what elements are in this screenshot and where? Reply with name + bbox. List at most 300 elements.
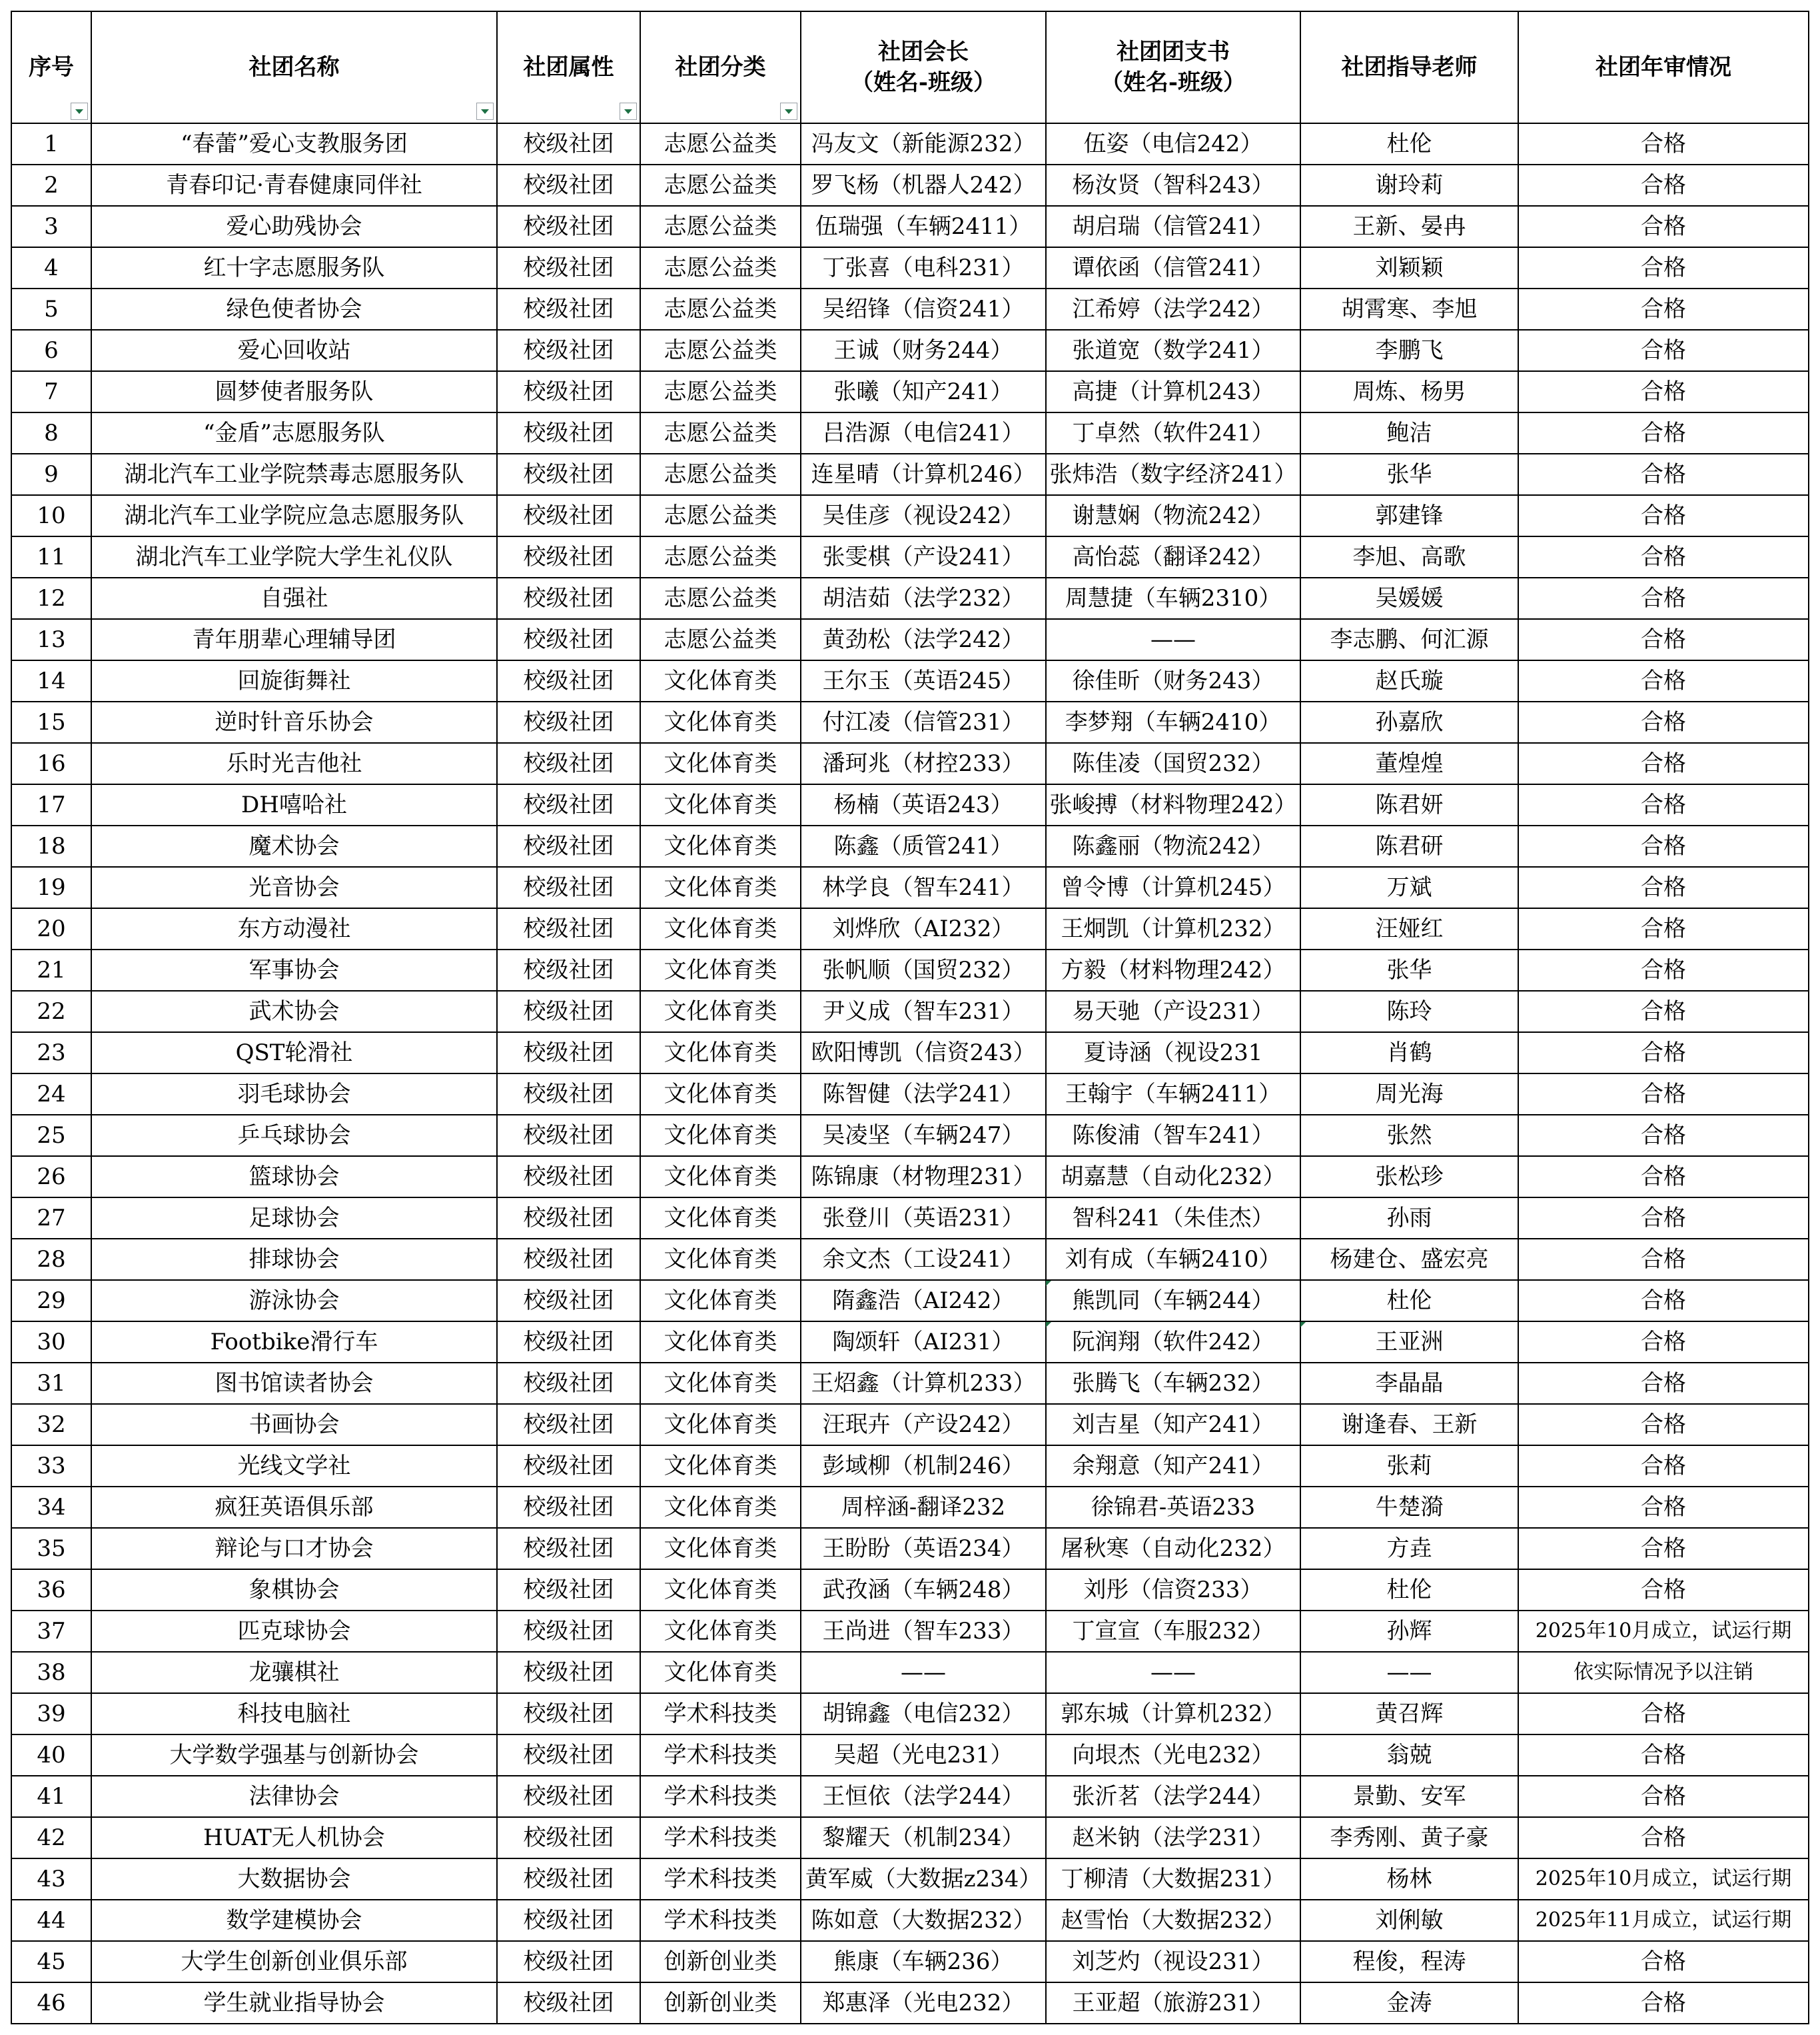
club-name-cell[interactable]: 辩论与口才协会 (91, 1528, 497, 1569)
review-status-cell[interactable]: 合格 (1518, 1776, 1809, 1817)
secretary-cell[interactable]: —— (1046, 619, 1300, 660)
category-cell[interactable]: 文化体育类 (640, 1073, 801, 1115)
seq-cell[interactable]: 9 (11, 454, 91, 495)
secretary-cell[interactable]: 屠秋寒（自动化232） (1046, 1528, 1300, 1569)
club-name-cell[interactable]: 羽毛球协会 (91, 1073, 497, 1115)
president-cell[interactable]: 林学良（智车241） (801, 867, 1046, 908)
seq-cell[interactable]: 13 (11, 619, 91, 660)
club-name-cell[interactable]: DH嘻哈社 (91, 784, 497, 826)
advisor-cell[interactable]: 孙辉 (1300, 1611, 1518, 1652)
secretary-cell[interactable]: 曾令博（计算机245） (1046, 867, 1300, 908)
advisor-cell[interactable]: 刘俐敏 (1300, 1900, 1518, 1941)
advisor-cell[interactable]: 陈君研 (1300, 826, 1518, 867)
president-cell[interactable]: 尹义成（智车231） (801, 991, 1046, 1032)
president-cell[interactable]: 周梓涵-翻译232 (801, 1487, 1046, 1528)
advisor-cell[interactable]: 董煌煌 (1300, 743, 1518, 784)
category-cell[interactable]: 志愿公益类 (640, 165, 801, 206)
advisor-cell[interactable]: 王亚洲 (1300, 1321, 1518, 1363)
category-cell[interactable]: 文化体育类 (640, 1611, 801, 1652)
secretary-cell[interactable]: 刘吉星（知产241） (1046, 1404, 1300, 1445)
seq-cell[interactable]: 24 (11, 1073, 91, 1115)
club-name-cell[interactable]: 匹克球协会 (91, 1611, 497, 1652)
attribute-cell[interactable]: 校级社团 (497, 1115, 640, 1156)
president-cell[interactable]: 余文杰（工设241） (801, 1239, 1046, 1280)
review-status-cell[interactable]: 合格 (1518, 1363, 1809, 1404)
seq-cell[interactable]: 5 (11, 289, 91, 330)
category-cell[interactable]: 志愿公益类 (640, 289, 801, 330)
advisor-cell[interactable]: 万斌 (1300, 867, 1518, 908)
advisor-cell[interactable]: 程俊，程涛 (1300, 1941, 1518, 1982)
category-cell[interactable]: 文化体育类 (640, 702, 801, 743)
category-cell[interactable]: 文化体育类 (640, 1032, 801, 1073)
seq-cell[interactable]: 45 (11, 1941, 91, 1982)
president-cell[interactable]: 欧阳博凯（信资243） (801, 1032, 1046, 1073)
secretary-cell[interactable]: 谭依函（信管241） (1046, 247, 1300, 289)
secretary-cell[interactable]: 张峻搏（材料物理242） (1046, 784, 1300, 826)
category-cell[interactable]: 学术科技类 (640, 1776, 801, 1817)
category-cell[interactable]: 文化体育类 (640, 908, 801, 950)
attribute-cell[interactable]: 校级社团 (497, 289, 640, 330)
secretary-cell[interactable]: 胡嘉慧（自动化232） (1046, 1156, 1300, 1197)
advisor-cell[interactable]: 郭建锋 (1300, 495, 1518, 536)
category-cell[interactable]: 志愿公益类 (640, 371, 801, 412)
secretary-cell[interactable]: 丁宣宣（车服232） (1046, 1611, 1300, 1652)
club-name-cell[interactable]: 象棋协会 (91, 1569, 497, 1611)
president-cell[interactable]: 吕浩源（电信241） (801, 412, 1046, 454)
review-status-cell[interactable]: 合格 (1518, 950, 1809, 991)
seq-cell[interactable]: 15 (11, 702, 91, 743)
filter-dropdown-category[interactable] (780, 103, 797, 120)
category-cell[interactable]: 文化体育类 (640, 784, 801, 826)
review-status-cell[interactable]: 合格 (1518, 1073, 1809, 1115)
secretary-cell[interactable]: 陈俊浦（智车241） (1046, 1115, 1300, 1156)
seq-cell[interactable]: 17 (11, 784, 91, 826)
president-cell[interactable]: 张帆顺（国贸232） (801, 950, 1046, 991)
club-name-cell[interactable]: 逆时针音乐协会 (91, 702, 497, 743)
advisor-cell[interactable]: 吴媛媛 (1300, 578, 1518, 619)
attribute-cell[interactable]: 校级社团 (497, 578, 640, 619)
review-status-cell[interactable]: 合格 (1518, 1197, 1809, 1239)
president-cell[interactable]: 陈智健（法学241） (801, 1073, 1046, 1115)
filter-dropdown-name[interactable] (476, 103, 494, 120)
president-cell[interactable]: —— (801, 1652, 1046, 1693)
category-cell[interactable]: 文化体育类 (640, 1445, 801, 1487)
club-name-cell[interactable]: 龙骧棋社 (91, 1652, 497, 1693)
president-cell[interactable]: 王炤鑫（计算机233） (801, 1363, 1046, 1404)
advisor-cell[interactable]: 胡霄寒、李旭 (1300, 289, 1518, 330)
secretary-cell[interactable]: 王亚超（旅游231） (1046, 1982, 1300, 2024)
review-status-cell[interactable]: 合格 (1518, 1734, 1809, 1776)
club-name-cell[interactable]: 光线文学社 (91, 1445, 497, 1487)
review-status-cell[interactable]: 合格 (1518, 867, 1809, 908)
club-name-cell[interactable]: 篮球协会 (91, 1156, 497, 1197)
review-status-cell[interactable]: 合格 (1518, 1528, 1809, 1569)
category-cell[interactable]: 文化体育类 (640, 950, 801, 991)
secretary-cell[interactable]: 阮润翔（软件242） (1046, 1321, 1300, 1363)
advisor-cell[interactable]: 赵氏璇 (1300, 660, 1518, 702)
president-cell[interactable]: 王盼盼（英语234） (801, 1528, 1046, 1569)
category-cell[interactable]: 志愿公益类 (640, 206, 801, 247)
secretary-cell[interactable]: 刘有成（车辆2410） (1046, 1239, 1300, 1280)
review-status-cell[interactable]: 合格 (1518, 330, 1809, 371)
secretary-cell[interactable]: 张道宽（数学241） (1046, 330, 1300, 371)
club-name-cell[interactable]: 大学生创新创业俱乐部 (91, 1941, 497, 1982)
secretary-cell[interactable]: 方毅（材料物理242） (1046, 950, 1300, 991)
category-cell[interactable]: 文化体育类 (640, 743, 801, 784)
category-cell[interactable]: 志愿公益类 (640, 454, 801, 495)
club-name-cell[interactable]: “春蕾”爱心支教服务团 (91, 123, 497, 165)
secretary-cell[interactable]: 徐佳昕（财务243） (1046, 660, 1300, 702)
secretary-cell[interactable]: 谢慧娴（物流242） (1046, 495, 1300, 536)
seq-cell[interactable]: 40 (11, 1734, 91, 1776)
advisor-cell[interactable]: 张松珍 (1300, 1156, 1518, 1197)
attribute-cell[interactable]: 校级社团 (497, 743, 640, 784)
category-cell[interactable]: 文化体育类 (640, 1652, 801, 1693)
secretary-cell[interactable]: 江希婷（法学242） (1046, 289, 1300, 330)
seq-cell[interactable]: 26 (11, 1156, 91, 1197)
review-status-cell[interactable]: 2025年11月成立，试运行期 (1518, 1900, 1809, 1941)
attribute-cell[interactable]: 校级社团 (497, 1073, 640, 1115)
attribute-cell[interactable]: 校级社团 (497, 702, 640, 743)
attribute-cell[interactable]: 校级社团 (497, 1858, 640, 1900)
seq-cell[interactable]: 2 (11, 165, 91, 206)
secretary-cell[interactable]: 陈鑫丽（物流242） (1046, 826, 1300, 867)
president-cell[interactable]: 吴凌坚（车辆247） (801, 1115, 1046, 1156)
review-status-cell[interactable]: 合格 (1518, 1321, 1809, 1363)
advisor-cell[interactable]: 周炼、杨男 (1300, 371, 1518, 412)
secretary-cell[interactable]: 刘芝灼（视设231） (1046, 1941, 1300, 1982)
review-status-cell[interactable]: 合格 (1518, 536, 1809, 578)
advisor-cell[interactable]: 王新、晏冉 (1300, 206, 1518, 247)
president-cell[interactable]: 吴佳彦（视设242） (801, 495, 1046, 536)
club-name-cell[interactable]: HUAT无人机协会 (91, 1817, 497, 1858)
attribute-cell[interactable]: 校级社团 (497, 1776, 640, 1817)
advisor-cell[interactable]: 谢逢春、王新 (1300, 1404, 1518, 1445)
president-cell[interactable]: 吴绍锋（信资241） (801, 289, 1046, 330)
filter-dropdown-seq[interactable] (71, 103, 88, 120)
president-cell[interactable]: 胡洁茹（法学232） (801, 578, 1046, 619)
secretary-cell[interactable]: 张炜浩（数字经济241） (1046, 454, 1300, 495)
category-cell[interactable]: 志愿公益类 (640, 578, 801, 619)
secretary-cell[interactable]: —— (1046, 1652, 1300, 1693)
category-cell[interactable]: 文化体育类 (640, 991, 801, 1032)
seq-cell[interactable]: 38 (11, 1652, 91, 1693)
advisor-cell[interactable]: 景勤、安军 (1300, 1776, 1518, 1817)
seq-cell[interactable]: 18 (11, 826, 91, 867)
attribute-cell[interactable]: 校级社团 (497, 1611, 640, 1652)
category-cell[interactable]: 文化体育类 (640, 826, 801, 867)
seq-cell[interactable]: 27 (11, 1197, 91, 1239)
secretary-cell[interactable]: 徐锦君-英语233 (1046, 1487, 1300, 1528)
secretary-cell[interactable]: 张沂茗（法学244） (1046, 1776, 1300, 1817)
club-name-cell[interactable]: 法律协会 (91, 1776, 497, 1817)
review-status-cell[interactable]: 合格 (1518, 1404, 1809, 1445)
category-cell[interactable]: 志愿公益类 (640, 247, 801, 289)
advisor-cell[interactable]: 杨林 (1300, 1858, 1518, 1900)
category-cell[interactable]: 文化体育类 (640, 1404, 801, 1445)
president-cell[interactable]: 王诚（财务244） (801, 330, 1046, 371)
seq-cell[interactable]: 12 (11, 578, 91, 619)
seq-cell[interactable]: 42 (11, 1817, 91, 1858)
president-cell[interactable]: 武孜涵（车辆248） (801, 1569, 1046, 1611)
advisor-cell[interactable]: 杜伦 (1300, 1569, 1518, 1611)
club-name-cell[interactable]: 回旋街舞社 (91, 660, 497, 702)
advisor-cell[interactable]: 牛楚漪 (1300, 1487, 1518, 1528)
seq-cell[interactable]: 1 (11, 123, 91, 165)
secretary-cell[interactable]: 张腾飞（车辆232） (1046, 1363, 1300, 1404)
seq-cell[interactable]: 41 (11, 1776, 91, 1817)
seq-cell[interactable]: 7 (11, 371, 91, 412)
secretary-cell[interactable]: 杨汝贤（智科243） (1046, 165, 1300, 206)
secretary-cell[interactable]: 王炯凯（计算机232） (1046, 908, 1300, 950)
attribute-cell[interactable]: 校级社团 (497, 1156, 640, 1197)
attribute-cell[interactable]: 校级社团 (497, 206, 640, 247)
attribute-cell[interactable]: 校级社团 (497, 1693, 640, 1734)
secretary-cell[interactable]: 熊凯同（车辆244） (1046, 1280, 1300, 1321)
review-status-cell[interactable]: 合格 (1518, 660, 1809, 702)
attribute-cell[interactable]: 校级社团 (497, 1321, 640, 1363)
category-cell[interactable]: 志愿公益类 (640, 619, 801, 660)
club-name-cell[interactable]: 爱心助残协会 (91, 206, 497, 247)
attribute-cell[interactable]: 校级社团 (497, 784, 640, 826)
advisor-cell[interactable]: 陈玲 (1300, 991, 1518, 1032)
category-cell[interactable]: 志愿公益类 (640, 536, 801, 578)
category-cell[interactable]: 文化体育类 (640, 660, 801, 702)
president-cell[interactable]: 杨楠（英语243） (801, 784, 1046, 826)
secretary-cell[interactable]: 夏诗涵（视设231 (1046, 1032, 1300, 1073)
category-cell[interactable]: 文化体育类 (640, 1239, 801, 1280)
advisor-cell[interactable]: 黄召辉 (1300, 1693, 1518, 1734)
seq-cell[interactable]: 35 (11, 1528, 91, 1569)
president-cell[interactable]: 张登川（英语231） (801, 1197, 1046, 1239)
attribute-cell[interactable]: 校级社团 (497, 1982, 640, 2024)
seq-cell[interactable]: 11 (11, 536, 91, 578)
seq-cell[interactable]: 34 (11, 1487, 91, 1528)
advisor-cell[interactable]: —— (1300, 1652, 1518, 1693)
seq-cell[interactable]: 20 (11, 908, 91, 950)
president-cell[interactable]: 胡锦鑫（电信232） (801, 1693, 1046, 1734)
advisor-cell[interactable]: 李鹏飞 (1300, 330, 1518, 371)
club-name-cell[interactable]: 自强社 (91, 578, 497, 619)
review-status-cell[interactable]: 合格 (1518, 1115, 1809, 1156)
attribute-cell[interactable]: 校级社团 (497, 1404, 640, 1445)
advisor-cell[interactable]: 汪娅红 (1300, 908, 1518, 950)
president-cell[interactable]: 汪珉卉（产设242） (801, 1404, 1046, 1445)
advisor-cell[interactable]: 陈君妍 (1300, 784, 1518, 826)
review-status-cell[interactable]: 合格 (1518, 991, 1809, 1032)
attribute-cell[interactable]: 校级社团 (497, 991, 640, 1032)
advisor-cell[interactable]: 杜伦 (1300, 1280, 1518, 1321)
advisor-cell[interactable]: 张莉 (1300, 1445, 1518, 1487)
category-cell[interactable]: 学术科技类 (640, 1693, 801, 1734)
seq-cell[interactable]: 22 (11, 991, 91, 1032)
review-status-cell[interactable]: 合格 (1518, 123, 1809, 165)
category-cell[interactable]: 创新创业类 (640, 1982, 801, 2024)
seq-cell[interactable]: 44 (11, 1900, 91, 1941)
club-name-cell[interactable]: 科技电脑社 (91, 1693, 497, 1734)
president-cell[interactable]: 隋鑫浩（AI242） (801, 1280, 1046, 1321)
seq-cell[interactable]: 25 (11, 1115, 91, 1156)
secretary-cell[interactable]: 周慧捷（车辆2310） (1046, 578, 1300, 619)
secretary-cell[interactable]: 高怡蕊（翻译242） (1046, 536, 1300, 578)
advisor-cell[interactable]: 谢玲莉 (1300, 165, 1518, 206)
president-cell[interactable]: 黎耀天（机制234） (801, 1817, 1046, 1858)
review-status-cell[interactable]: 合格 (1518, 1032, 1809, 1073)
seq-cell[interactable]: 33 (11, 1445, 91, 1487)
review-status-cell[interactable]: 合格 (1518, 702, 1809, 743)
secretary-cell[interactable]: 丁柳清（大数据231） (1046, 1858, 1300, 1900)
president-cell[interactable]: 彭域柳（机制246） (801, 1445, 1046, 1487)
advisor-cell[interactable]: 李旭、高歌 (1300, 536, 1518, 578)
secretary-cell[interactable]: 丁卓然（软件241） (1046, 412, 1300, 454)
secretary-cell[interactable]: 王翰宇（车辆2411） (1046, 1073, 1300, 1115)
attribute-cell[interactable]: 校级社团 (497, 1445, 640, 1487)
review-status-cell[interactable]: 2025年10月成立，试运行期 (1518, 1858, 1809, 1900)
club-name-cell[interactable]: Footbike滑行车 (91, 1321, 497, 1363)
review-status-cell[interactable]: 合格 (1518, 1982, 1809, 2024)
attribute-cell[interactable]: 校级社团 (497, 660, 640, 702)
secretary-cell[interactable]: 李梦翔（车辆2410） (1046, 702, 1300, 743)
president-cell[interactable]: 付江凌（信管231） (801, 702, 1046, 743)
club-name-cell[interactable]: “金盾”志愿服务队 (91, 412, 497, 454)
club-name-cell[interactable]: 圆梦使者服务队 (91, 371, 497, 412)
president-cell[interactable]: 黄劲松（法学242） (801, 619, 1046, 660)
president-cell[interactable]: 陶颂轩（AI231） (801, 1321, 1046, 1363)
secretary-cell[interactable]: 赵米钠（法学231） (1046, 1817, 1300, 1858)
club-name-cell[interactable]: 青春印记·青春健康同伴社 (91, 165, 497, 206)
advisor-cell[interactable]: 方垚 (1300, 1528, 1518, 1569)
advisor-cell[interactable]: 肖鹤 (1300, 1032, 1518, 1073)
president-cell[interactable]: 张雯棋（产设241） (801, 536, 1046, 578)
review-status-cell[interactable]: 合格 (1518, 908, 1809, 950)
review-status-cell[interactable]: 合格 (1518, 165, 1809, 206)
review-status-cell[interactable]: 合格 (1518, 578, 1809, 619)
attribute-cell[interactable]: 校级社团 (497, 1363, 640, 1404)
review-status-cell[interactable]: 合格 (1518, 1569, 1809, 1611)
category-cell[interactable]: 学术科技类 (640, 1858, 801, 1900)
secretary-cell[interactable]: 伍姿（电信242） (1046, 123, 1300, 165)
attribute-cell[interactable]: 校级社团 (497, 1032, 640, 1073)
seq-cell[interactable]: 6 (11, 330, 91, 371)
seq-cell[interactable]: 36 (11, 1569, 91, 1611)
president-cell[interactable]: 冯友文（新能源232） (801, 123, 1046, 165)
category-cell[interactable]: 文化体育类 (640, 1569, 801, 1611)
president-cell[interactable]: 王尚进（智车233） (801, 1611, 1046, 1652)
category-cell[interactable]: 学术科技类 (640, 1900, 801, 1941)
seq-cell[interactable]: 19 (11, 867, 91, 908)
seq-cell[interactable]: 30 (11, 1321, 91, 1363)
secretary-cell[interactable]: 刘彤（信资233） (1046, 1569, 1300, 1611)
secretary-cell[interactable]: 郭东城（计算机232） (1046, 1693, 1300, 1734)
attribute-cell[interactable]: 校级社团 (497, 1941, 640, 1982)
advisor-cell[interactable]: 孙嘉欣 (1300, 702, 1518, 743)
attribute-cell[interactable]: 校级社团 (497, 495, 640, 536)
attribute-cell[interactable]: 校级社团 (497, 1569, 640, 1611)
advisor-cell[interactable]: 张华 (1300, 454, 1518, 495)
advisor-cell[interactable]: 鲍洁 (1300, 412, 1518, 454)
advisor-cell[interactable]: 李晶晶 (1300, 1363, 1518, 1404)
attribute-cell[interactable]: 校级社团 (497, 454, 640, 495)
club-name-cell[interactable]: 排球协会 (91, 1239, 497, 1280)
advisor-cell[interactable]: 李志鹏、何汇源 (1300, 619, 1518, 660)
review-status-cell[interactable]: 合格 (1518, 784, 1809, 826)
secretary-cell[interactable]: 智科241（朱佳杰） (1046, 1197, 1300, 1239)
review-status-cell[interactable]: 合格 (1518, 1941, 1809, 1982)
category-cell[interactable]: 文化体育类 (640, 1197, 801, 1239)
review-status-cell[interactable]: 合格 (1518, 495, 1809, 536)
review-status-cell[interactable]: 合格 (1518, 1239, 1809, 1280)
club-name-cell[interactable]: 大数据协会 (91, 1858, 497, 1900)
attribute-cell[interactable]: 校级社团 (497, 1817, 640, 1858)
attribute-cell[interactable]: 校级社团 (497, 950, 640, 991)
category-cell[interactable]: 文化体育类 (640, 1156, 801, 1197)
seq-cell[interactable]: 29 (11, 1280, 91, 1321)
club-name-cell[interactable]: QST轮滑社 (91, 1032, 497, 1073)
attribute-cell[interactable]: 校级社团 (497, 867, 640, 908)
seq-cell[interactable]: 4 (11, 247, 91, 289)
club-name-cell[interactable]: 军事协会 (91, 950, 497, 991)
attribute-cell[interactable]: 校级社团 (497, 1239, 640, 1280)
review-status-cell[interactable]: 合格 (1518, 206, 1809, 247)
president-cell[interactable]: 陈如意（大数据232） (801, 1900, 1046, 1941)
club-name-cell[interactable]: 疯狂英语俱乐部 (91, 1487, 497, 1528)
category-cell[interactable]: 创新创业类 (640, 1941, 801, 1982)
advisor-cell[interactable]: 张然 (1300, 1115, 1518, 1156)
attribute-cell[interactable]: 校级社团 (497, 826, 640, 867)
review-status-cell[interactable]: 合格 (1518, 1817, 1809, 1858)
attribute-cell[interactable]: 校级社团 (497, 1197, 640, 1239)
club-name-cell[interactable]: 学生就业指导协会 (91, 1982, 497, 2024)
review-status-cell[interactable]: 合格 (1518, 1693, 1809, 1734)
attribute-cell[interactable]: 校级社团 (497, 1652, 640, 1693)
seq-cell[interactable]: 21 (11, 950, 91, 991)
president-cell[interactable]: 王尔玉（英语245） (801, 660, 1046, 702)
review-status-cell[interactable]: 合格 (1518, 619, 1809, 660)
category-cell[interactable]: 学术科技类 (640, 1817, 801, 1858)
club-name-cell[interactable]: 青年朋辈心理辅导团 (91, 619, 497, 660)
category-cell[interactable]: 文化体育类 (640, 1363, 801, 1404)
category-cell[interactable]: 文化体育类 (640, 1280, 801, 1321)
club-name-cell[interactable]: 武术协会 (91, 991, 497, 1032)
secretary-cell[interactable]: 余翔意（知产241） (1046, 1445, 1300, 1487)
president-cell[interactable]: 陈锦康（材物理231） (801, 1156, 1046, 1197)
seq-cell[interactable]: 14 (11, 660, 91, 702)
review-status-cell[interactable]: 合格 (1518, 1487, 1809, 1528)
filter-dropdown-attr[interactable] (620, 103, 637, 120)
advisor-cell[interactable]: 周光海 (1300, 1073, 1518, 1115)
president-cell[interactable]: 黄军威（大数据z234） (801, 1858, 1046, 1900)
advisor-cell[interactable]: 杨建仓、盛宏亮 (1300, 1239, 1518, 1280)
club-name-cell[interactable]: 书画协会 (91, 1404, 497, 1445)
attribute-cell[interactable]: 校级社团 (497, 1280, 640, 1321)
category-cell[interactable]: 志愿公益类 (640, 495, 801, 536)
attribute-cell[interactable]: 校级社团 (497, 1528, 640, 1569)
category-cell[interactable]: 文化体育类 (640, 867, 801, 908)
club-name-cell[interactable]: 乐时光吉他社 (91, 743, 497, 784)
secretary-cell[interactable]: 高捷（计算机243） (1046, 371, 1300, 412)
club-name-cell[interactable]: 东方动漫社 (91, 908, 497, 950)
attribute-cell[interactable]: 校级社团 (497, 371, 640, 412)
advisor-cell[interactable]: 杜伦 (1300, 123, 1518, 165)
seq-cell[interactable]: 16 (11, 743, 91, 784)
advisor-cell[interactable]: 张华 (1300, 950, 1518, 991)
attribute-cell[interactable]: 校级社团 (497, 536, 640, 578)
club-name-cell[interactable]: 乒乓球协会 (91, 1115, 497, 1156)
club-name-cell[interactable]: 游泳协会 (91, 1280, 497, 1321)
club-name-cell[interactable]: 爱心回收站 (91, 330, 497, 371)
secretary-cell[interactable]: 向垠杰（光电232） (1046, 1734, 1300, 1776)
seq-cell[interactable]: 23 (11, 1032, 91, 1073)
